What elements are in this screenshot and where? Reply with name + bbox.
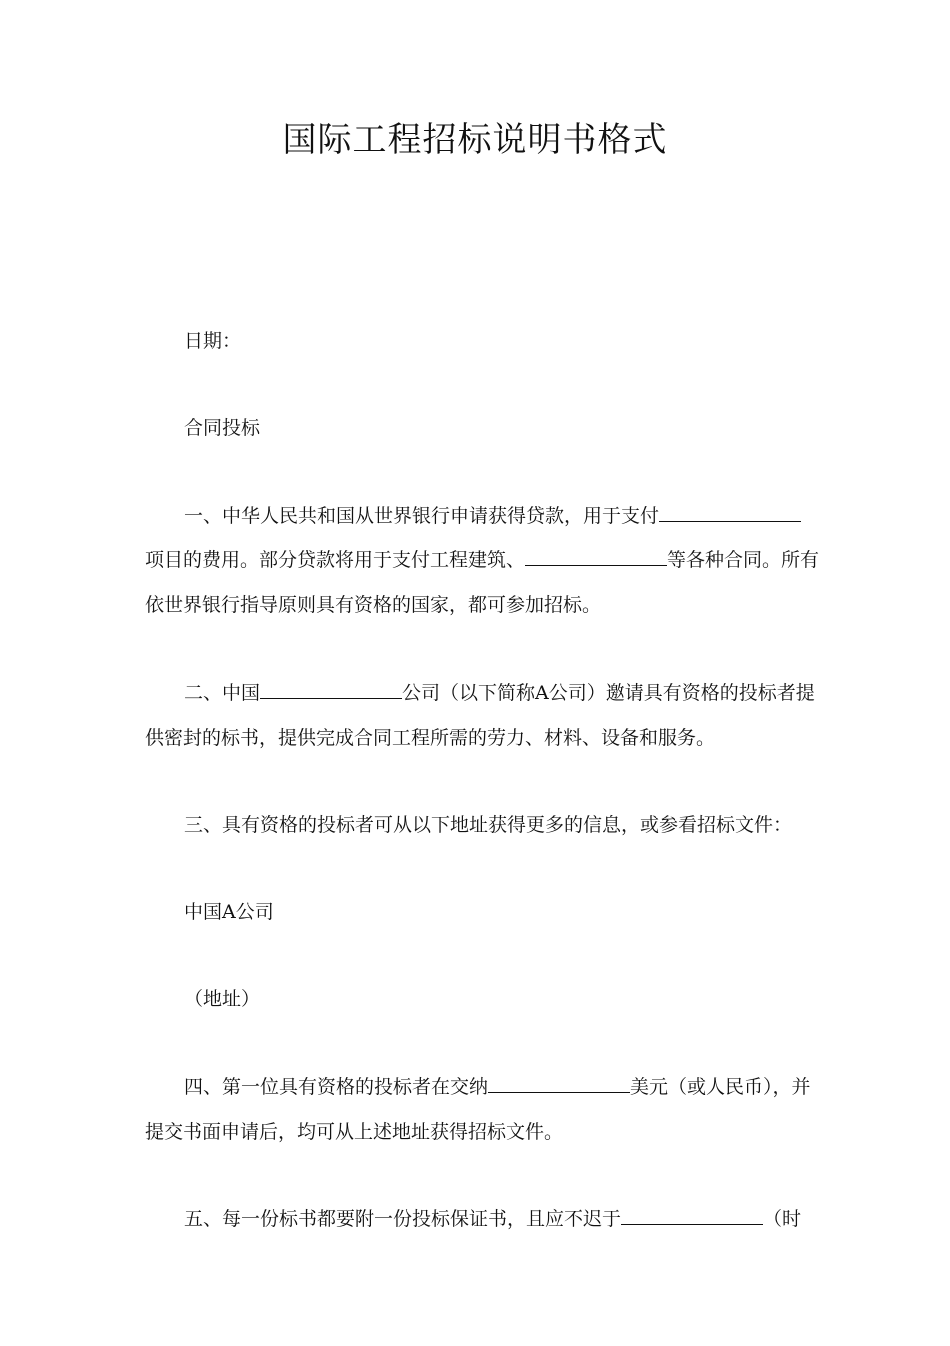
section-heading: 合同投标 [184, 417, 261, 439]
para2-line2: 供密封的标书，提供完成合同工程所需的劳力、材料、设备和服务。 [145, 727, 716, 749]
date-label: 日期： [184, 330, 242, 352]
fill-blank-company[interactable] [260, 679, 402, 699]
para4-line1 [145, 1072, 849, 1102]
para4-line2: 提交书面申请后，均可从上述地址获得招标文件。 [145, 1121, 564, 1143]
para1-line1-text: 一、中华人民共和国从世界银行申请获得贷款，用于支付 [184, 505, 660, 527]
fill-blank-project[interactable] [659, 502, 801, 522]
fill-blank-contract-type[interactable] [525, 546, 667, 566]
para4-line1-before: 四、第一位具有资格的投标者在交纳 [184, 1076, 489, 1098]
address-line: （地址） [184, 988, 261, 1010]
para5-line1 [145, 1204, 849, 1234]
para2-line1 [145, 678, 849, 708]
para4-line1-after: 美元（或人民币），并 [630, 1076, 811, 1098]
fill-blank-deadline[interactable] [621, 1205, 763, 1225]
para1-line3: 依世界银行指导原则具有资格的国家，都可参加招标。 [145, 594, 602, 616]
para1-line2-before: 项目的费用。部分贷款将用于支付工程建筑、 [145, 549, 526, 571]
para1-line1 [145, 501, 849, 531]
para2-line1-before: 二、中国 [184, 682, 261, 704]
para2-line1-after: 公司（以下简称A公司）邀请具有资格的投标者提 [402, 682, 815, 704]
document-title: 国际工程招标说明书格式 [282, 120, 668, 160]
para1-line2-after: 等各种合同。所有 [667, 549, 820, 571]
fill-blank-fee[interactable] [488, 1073, 630, 1093]
para1-line2 [145, 545, 820, 575]
company-line: 中国A公司 [184, 901, 274, 923]
para5-line1-after: （时 [763, 1208, 802, 1230]
para5-line1-before: 五、每一份标书都要附一份投标保证书，且应不迟于 [184, 1208, 622, 1230]
para3-line1: 三、具有资格的投标者可从以下地址获得更多的信息，或参看招标文件： [184, 814, 793, 836]
